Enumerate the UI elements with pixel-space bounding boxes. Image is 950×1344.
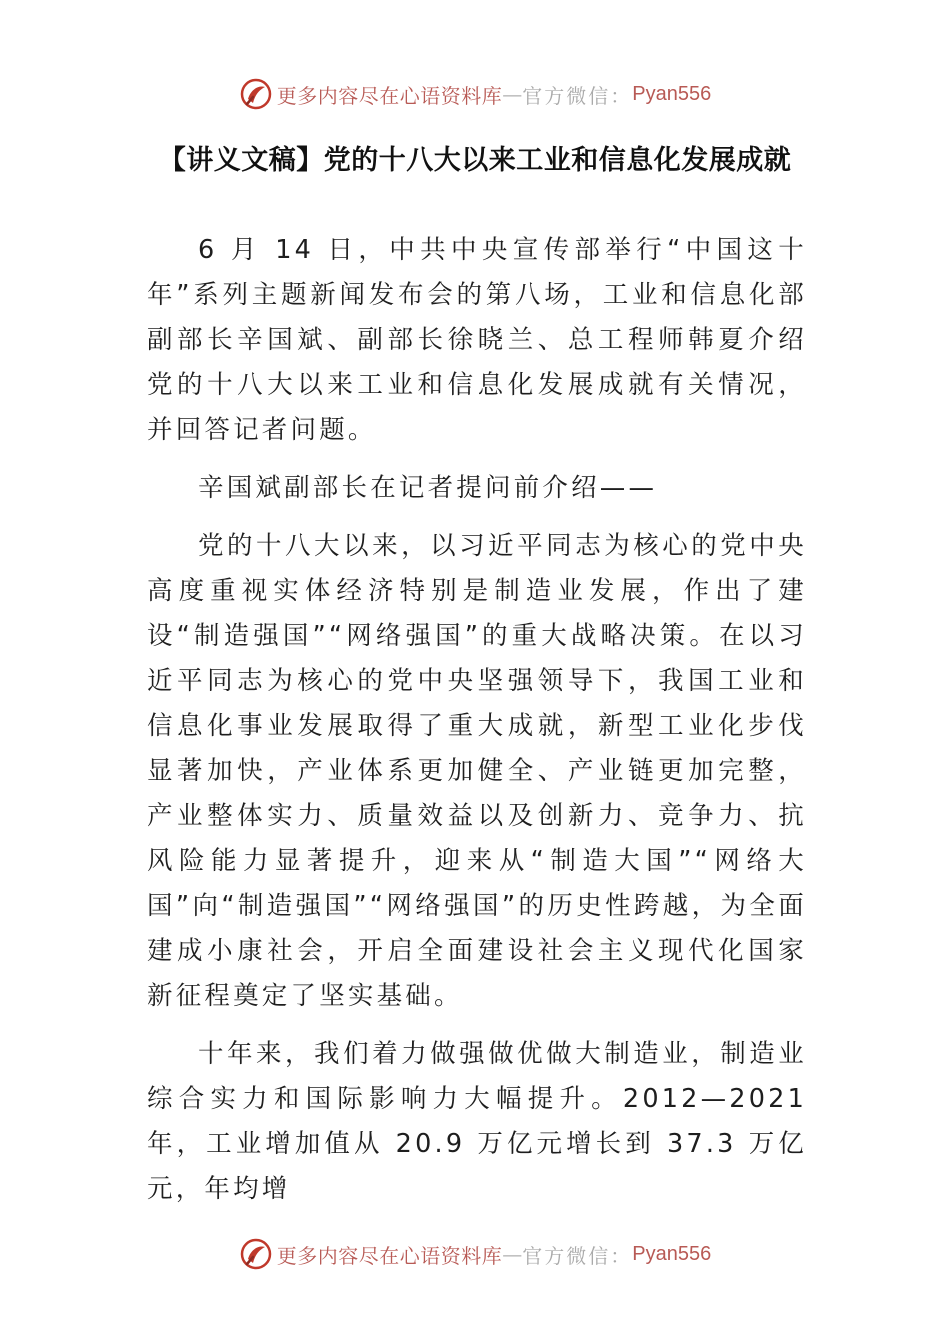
banner-wechat-id: Pyan556 (632, 1242, 712, 1265)
document-body (147, 228, 807, 1225)
footer-banner (0, 1232, 950, 1276)
paragraph: 辛国斌副部长在记者提问前介绍—— (198, 473, 658, 503)
header-banner (0, 72, 950, 116)
brand-logo-icon (239, 77, 273, 111)
banner-separator: — (502, 1242, 523, 1266)
paragraph: 十年来，我们着力做强做优做大制造业，制造业综合实力和国际影响力大幅提升。2012—2021 年，工业增加值从 20.9 万亿元增长到 37.3 万亿元，年均增 (147, 1039, 807, 1204)
brand-logo-icon (239, 1237, 273, 1271)
document-title: 【讲义文稿】党的十八大以来工业和信息化发展成就 (158, 145, 792, 176)
banner-official-label: 官方微信： (522, 1243, 633, 1268)
banner-official-label: 官方微信： (522, 83, 633, 108)
banner-separator: — (502, 82, 523, 106)
banner-ad-text: 更多内容尽在心语资料库 (276, 1243, 503, 1268)
paragraph: 6 月 14 日，中共中央宣传部举行“中国这十年”系列主题新闻发布会的第八场，工业和信息化部副部长辛国斌、副部长徐晓兰、总工程师韩夏介绍党的十八大以来工业和信息化发展成就有关情况，并回答记者问题。 (147, 235, 807, 445)
paragraph: 党的十八大以来，以习近平同志为核心的党中央高度重视实体经济特别是制造业发展，作出了建设“制造强国”“网络强国”的重大战略决策。在以习近平同志为核心的党中央坚强领导下，我国工业和信息化事业发展取得了重大成就，新型工业化步伐显著加快，产业体系更加健全、产业链更加完整，产业整体实力、质量效益以及创新力、竞争力、抗风险能力显著提升，迎来从“制造大国”“网络大国”向“制造强国”“网络强国”的历史性跨越，为全面建成小康社会，开启全面建设社会主义现代化国家新征程奠定了坚实基础。 (147, 531, 807, 1011)
banner-ad-text: 更多内容尽在心语资料库 (276, 83, 503, 108)
banner-wechat-id: Pyan556 (632, 82, 712, 105)
